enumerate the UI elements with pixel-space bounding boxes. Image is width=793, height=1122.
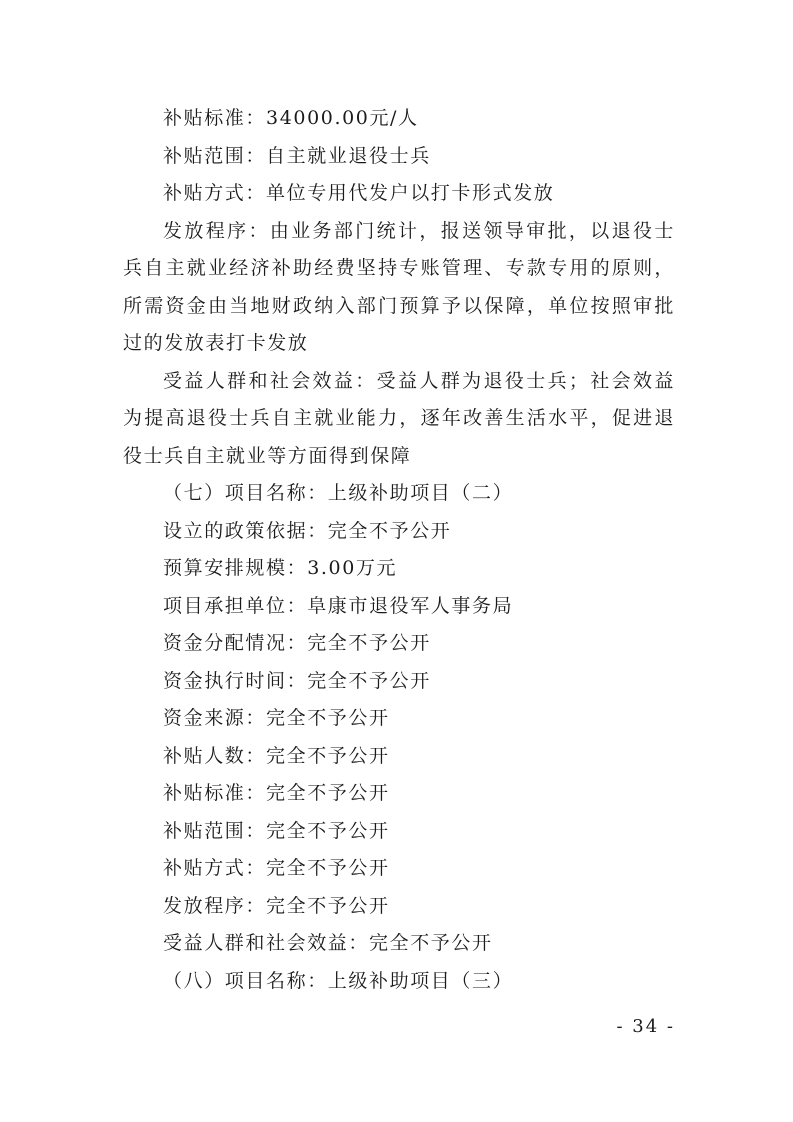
subsidy-scope-line: 补贴范围：自主就业退役士兵 (163, 144, 431, 167)
distribution-procedure-paragraph: 发放程序：由业务部门统计，报送领导审批，以退役士兵自主就业经济补助经费坚持专账管理、专款专用的原则，所需资金由当地财政纳入部门预算予以保障，单位按照审批过的发放表打卡发放 (123, 219, 675, 354)
budget-scale-line: 预算安排规模：3.00万元 (163, 557, 398, 579)
subsidy-method-line-2: 补贴方式：完全不予公开 (163, 857, 390, 879)
beneficiaries-line-2: 受益人群和社会效益：完全不予公开 (163, 932, 493, 954)
page-number: - 34 - (616, 1016, 675, 1037)
fund-allocation-line: 资金分配情况：完全不予公开 (163, 632, 431, 654)
undertaking-unit-line: 项目承担单位：阜康市退役军人事务局 (163, 594, 514, 617)
section-heading-8: （八）项目名称：上级补助项目（三） (163, 969, 514, 992)
distribution-procedure-line-2: 发放程序：完全不予公开 (163, 894, 390, 917)
subsidy-scope-line-2: 补贴范围：完全不予公开 (163, 819, 390, 842)
beneficiaries-paragraph: 受益人群和社会效益：受益人群为退役士兵；社会效益为提高退役士兵自主就业能力，逐年改善生活水平，促进退役士兵自主就业等方面得到保障 (123, 369, 675, 467)
subsidy-method-line: 补贴方式：单位专用代发户以打卡形式发放 (163, 182, 555, 204)
policy-basis-line: 设立的政策依据：完全不予公开 (163, 519, 452, 542)
document-body (123, 100, 675, 1000)
subsidy-standard-line-2: 补贴标准：完全不予公开 (163, 782, 390, 804)
fund-execution-time-line: 资金执行时间：完全不予公开 (163, 669, 431, 692)
subsidy-standard-line: 补贴标准：34000.00元/人 (163, 107, 419, 129)
subsidy-count-line: 补贴人数：完全不予公开 (163, 744, 390, 767)
section-heading-7: （七）项目名称：上级补助项目（二） (163, 482, 514, 504)
fund-source-line: 资金来源：完全不予公开 (163, 707, 390, 729)
